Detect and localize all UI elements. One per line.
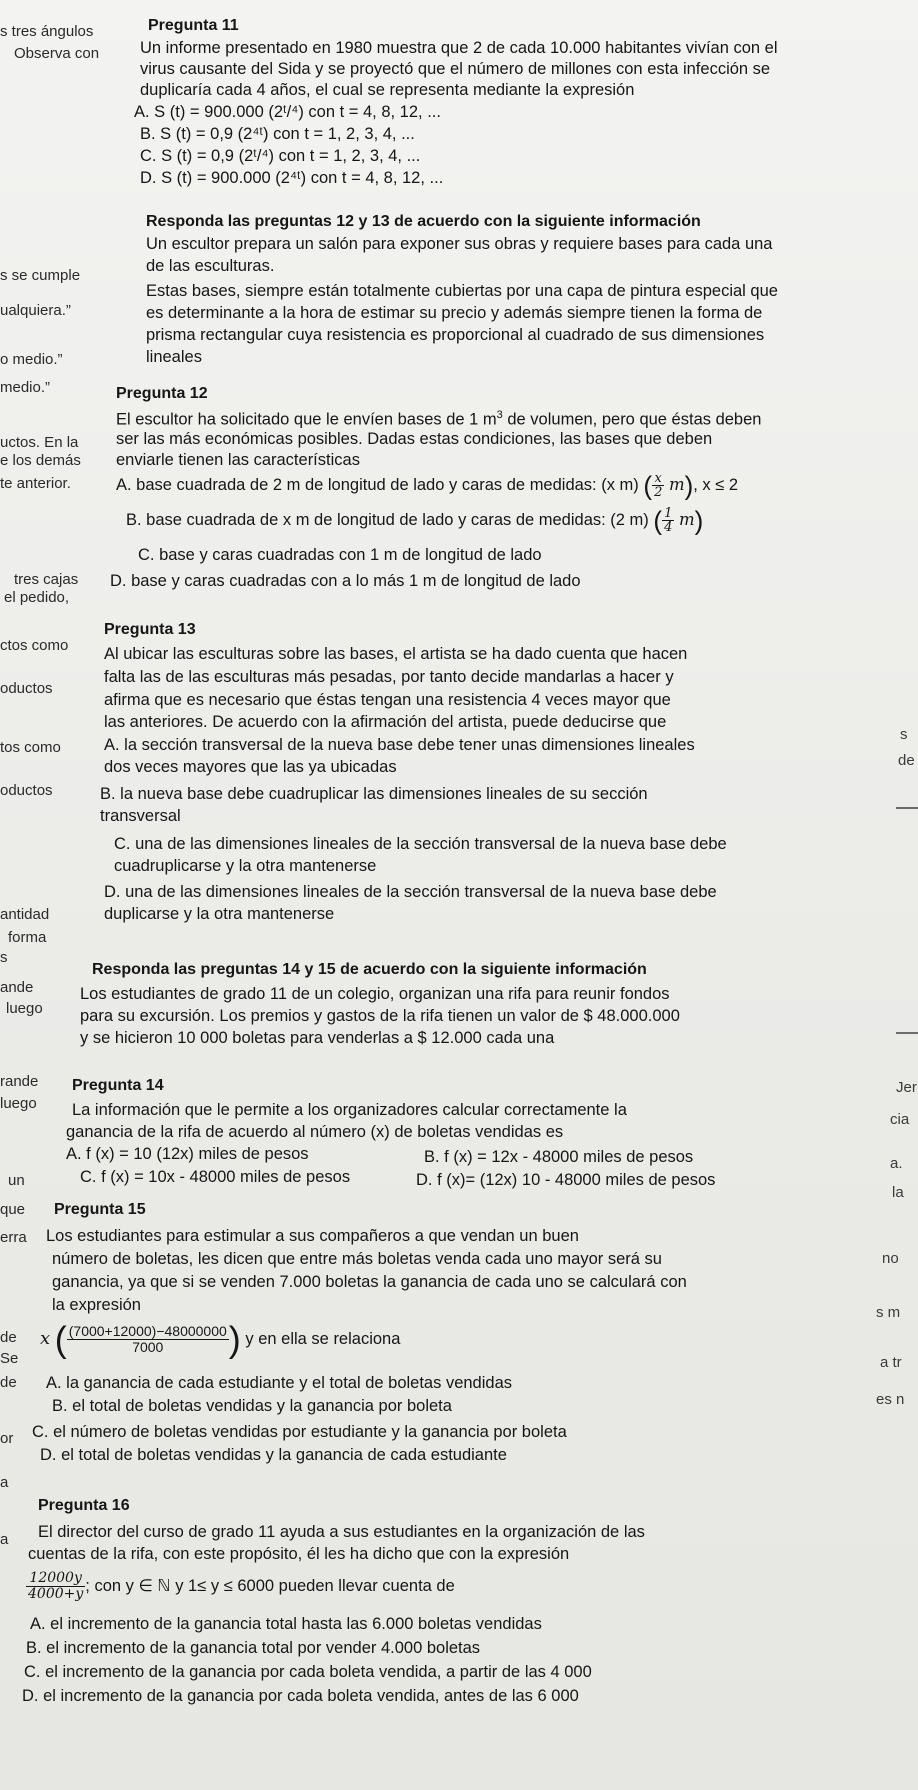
answer-option-a[interactable]: A. el incremento de la ganancia total hasta las 6.000 boletas vendidas xyxy=(30,1615,542,1633)
margin-text: es n xyxy=(876,1391,905,1408)
answer-option-d[interactable]: D. base y caras cuadradas con a lo más 1 m de longitud de lado xyxy=(110,572,581,590)
question-text: las anteriores. De acuerdo con la afirmación del artista, puede deducirse que xyxy=(104,713,667,731)
margin-text: e los demás xyxy=(0,452,81,469)
margin-text: luego xyxy=(0,1095,37,1112)
info-text: prisma rectangular cuya resistencia es proporcional al cuadrado de sus dimensiones xyxy=(146,326,765,344)
question-text: afirma que es necesario que éstas tengan una resistencia 4 veces mayor que xyxy=(104,691,671,709)
answer-option-c[interactable]: C. f (x) = 10x - 48000 miles de pesos xyxy=(80,1168,351,1186)
expression: $\frac{12000y}{4000+y}$ ; con y ∈ ℕ y 1≤ y ≤ 6000 pueden llevar cuenta de xyxy=(28,1570,455,1603)
margin-text: or xyxy=(0,1430,14,1447)
answer-option-b[interactable]: B. base cuadrada de x m de longitud de lado y caras de medidas: (2 m) ( $\frac{1}{4}$ m) xyxy=(126,505,704,536)
margin-text: te anterior. xyxy=(0,475,71,492)
answer-option-b[interactable]: B. f (x) = 12x - 48000 miles de pesos xyxy=(424,1148,694,1166)
answer-option-a[interactable]: A. S (t) = 900.000 (2ᵗ/⁴) con t = 4, 8, 12, ... xyxy=(134,103,441,121)
margin-text: medio.” xyxy=(0,379,51,396)
edge-rule xyxy=(896,1032,918,1034)
margin-text: no xyxy=(882,1250,899,1267)
answer-option-a[interactable]: A. f (x) = 10 (12x) miles de pesos xyxy=(66,1145,309,1163)
margin-text: que xyxy=(0,1201,26,1218)
info-text: de las esculturas. xyxy=(146,257,275,275)
margin-text: Se xyxy=(0,1350,19,1367)
margin-text: de xyxy=(898,752,915,769)
margin-text: ctos como xyxy=(0,637,69,654)
margin-text: antidad xyxy=(0,906,50,923)
info-heading: Responda las preguntas 14 y 15 de acuerdo con la siguiente información xyxy=(92,961,647,978)
answer-option-b[interactable]: B. la nueva base debe cuadruplicar las dimensiones lineales de su sección xyxy=(100,785,648,803)
answer-option-d-cont: duplicarse y la otra mantenerse xyxy=(104,905,335,923)
question-heading: Pregunta 12 xyxy=(116,385,208,402)
answer-option-a[interactable]: A. la sección transversal de la nueva base debe tener unas dimensiones lineales xyxy=(104,736,695,754)
question-heading: Pregunta 15 xyxy=(54,1201,146,1218)
margin-text: s xyxy=(900,726,908,743)
question-heading: Pregunta 13 xyxy=(104,621,196,638)
answer-option-b-cont: transversal xyxy=(100,807,181,825)
margin-text: luego xyxy=(6,1000,43,1017)
info-text: Estas bases, siempre están totalmente cubiertas por una capa de pintura especial que xyxy=(146,282,778,300)
info-text: para su excursión. Los premios y gastos de la rifa tienen un valor de $ 48.000.000 xyxy=(80,1007,680,1025)
question-text: El director del curso de grado 11 ayuda a sus estudiantes en la organización de las xyxy=(38,1523,645,1541)
question-text: enviarle tienen las características xyxy=(116,451,360,469)
margin-text: tres cajas xyxy=(14,571,79,588)
margin-text: a xyxy=(0,1531,9,1548)
question-text: ser las más económicas posibles. Dadas estas condiciones, las bases que deben xyxy=(116,430,713,448)
answer-option-d[interactable]: D. el incremento de la ganancia por cada boleta vendida, antes de las 6 000 xyxy=(22,1687,579,1705)
margin-text: rande xyxy=(0,1073,39,1090)
margin-text: s se cumple xyxy=(0,267,81,284)
question-heading: Pregunta 11 xyxy=(148,17,239,34)
margin-text: a tr xyxy=(880,1354,902,1371)
answer-option-c[interactable]: C. S (t) = 0,9 (2ᵗ/⁴) con t = 1, 2, 3, 4, ... xyxy=(140,147,421,165)
margin-text: cia xyxy=(890,1111,910,1128)
margin-text: erra xyxy=(0,1229,27,1246)
question-text: cuentas de la rifa, con este propósito, él les ha dicho que con la expresión xyxy=(28,1545,570,1563)
info-text: y se hicieron 10 000 boletas para venderlas a $ 12.000 cada una xyxy=(80,1029,555,1047)
answer-option-c[interactable]: C. una de las dimensiones lineales de la sección transversal de la nueva base debe xyxy=(114,835,727,853)
info-text: lineales xyxy=(146,348,202,366)
margin-text: de xyxy=(0,1329,17,1346)
answer-option-c[interactable]: C. el número de boletas vendidas por estudiante y la ganancia por boleta xyxy=(32,1423,567,1441)
margin-text: forma xyxy=(8,929,47,946)
margin-text: o medio.” xyxy=(0,351,63,368)
margin-text: ande xyxy=(0,979,34,996)
margin-text: de xyxy=(0,1374,17,1391)
info-text: es determinante a la hora de estimar su precio y además siempre tienen la forma de xyxy=(146,304,763,322)
question-text: falta las de las esculturas más pesadas, por tanto decide mandarlas a hacer y xyxy=(104,668,674,686)
margin-text: a. xyxy=(890,1155,903,1172)
question-heading: Pregunta 14 xyxy=(72,1077,164,1094)
question-text: Un informe presentado en 1980 muestra que 2 de cada 10.000 habitantes vivían con el xyxy=(140,39,778,57)
margin-text: ualquiera.” xyxy=(0,302,71,319)
answer-option-b[interactable]: B. S (t) = 0,9 (2⁴ᵗ) con t = 1, 2, 3, 4, ... xyxy=(140,125,415,143)
margin-text: s xyxy=(0,949,8,966)
info-heading: Responda las preguntas 12 y 13 de acuerdo con la siguiente información xyxy=(146,213,701,230)
info-text: Un escultor prepara un salón para exponer sus obras y requiere bases para cada una xyxy=(146,235,773,253)
question-heading: Pregunta 16 xyxy=(38,1497,130,1514)
answer-option-d[interactable]: D. f (x)= (12x) 10 - 48000 miles de pesos xyxy=(416,1171,716,1189)
margin-text: tos como xyxy=(0,739,61,756)
question-text: Los estudiantes para estimular a sus compañeros a que vendan un buen xyxy=(46,1227,579,1245)
answer-option-d[interactable]: D. una de las dimensiones lineales de la sección transversal de la nueva base debe xyxy=(104,883,717,901)
margin-text: la xyxy=(892,1184,904,1201)
answer-option-d[interactable]: D. S (t) = 900.000 (2⁴ᵗ) con t = 4, 8, 12, ... xyxy=(140,169,444,187)
question-text: La información que le permite a los organizadores calcular correctamente la xyxy=(72,1101,627,1119)
margin-text: el pedido, xyxy=(4,589,70,606)
edge-rule xyxy=(896,807,918,809)
margin-text: s m xyxy=(876,1304,901,1321)
answer-option-a-cont: dos veces mayores que las ya ubicadas xyxy=(104,758,397,776)
question-text: virus causante del Sida y se proyectó que el número de millones con esta infección se xyxy=(140,60,771,78)
question-text: ganancia, ya que si se venden 7.000 boletas la ganancia de cada uno se calculará con xyxy=(52,1273,687,1291)
answer-option-b[interactable]: B. el incremento de la ganancia total por vender 4.000 boletas xyxy=(26,1639,481,1657)
margin-text: oductos xyxy=(0,680,53,697)
answer-option-b[interactable]: B. el total de boletas vendidas y la ganancia por boleta xyxy=(52,1397,452,1415)
margin-text: Observa con xyxy=(14,45,100,62)
margin-text: a xyxy=(0,1474,9,1491)
margin-text: un xyxy=(8,1172,25,1189)
answer-option-d[interactable]: D. el total de boletas vendidas y la ganancia de cada estudiante xyxy=(40,1446,507,1464)
question-text: Al ubicar las esculturas sobre las bases, el artista se ha dado cuenta que hacen xyxy=(104,645,688,663)
question-text: El escultor ha solicitado que le envíen bases de 1 $m^3$ de volumen, pero que éstas deben xyxy=(116,409,762,429)
margin-text: s tres ángulos xyxy=(0,23,94,40)
margin-text: uctos. En la xyxy=(0,434,79,451)
question-text: duplicaría cada 4 años, el cual se representa mediante la expresión xyxy=(140,81,635,99)
margin-text: Jer xyxy=(896,1079,917,1096)
answer-option-a[interactable]: A. base cuadrada de 2 m de longitud de lado y caras de medidas: (x m) ( $\frac{x}{2}$ m), x ≤ 2 xyxy=(116,470,739,501)
margin-text: oductos xyxy=(0,782,53,799)
answer-option-c[interactable]: C. el incremento de la ganancia por cada boleta vendida, a partir de las 4 000 xyxy=(24,1663,592,1681)
answer-option-c-cont: cuadruplicarse y la otra mantenerse xyxy=(114,857,377,875)
question-text: ganancia de la rifa de acuerdo al número (x) de boletas vendidas es xyxy=(66,1123,564,1141)
info-text: Los estudiantes de grado 11 de un colegio, organizan una rifa para reunir fondos xyxy=(80,985,670,1003)
question-text: la expresión xyxy=(52,1296,141,1314)
answer-option-a[interactable]: A. la ganancia de cada estudiante y el total de boletas vendidas xyxy=(46,1374,512,1392)
answer-option-c[interactable]: C. base y caras cuadradas con 1 m de longitud de lado xyxy=(138,546,542,564)
expression: x ( $\frac{(7000+12000)-48000000}{7000}$ ) y en ella se relaciona xyxy=(40,1318,401,1360)
question-text: número de boletas, les dicen que entre más boletas venda cada uno mayor será su xyxy=(52,1250,662,1268)
